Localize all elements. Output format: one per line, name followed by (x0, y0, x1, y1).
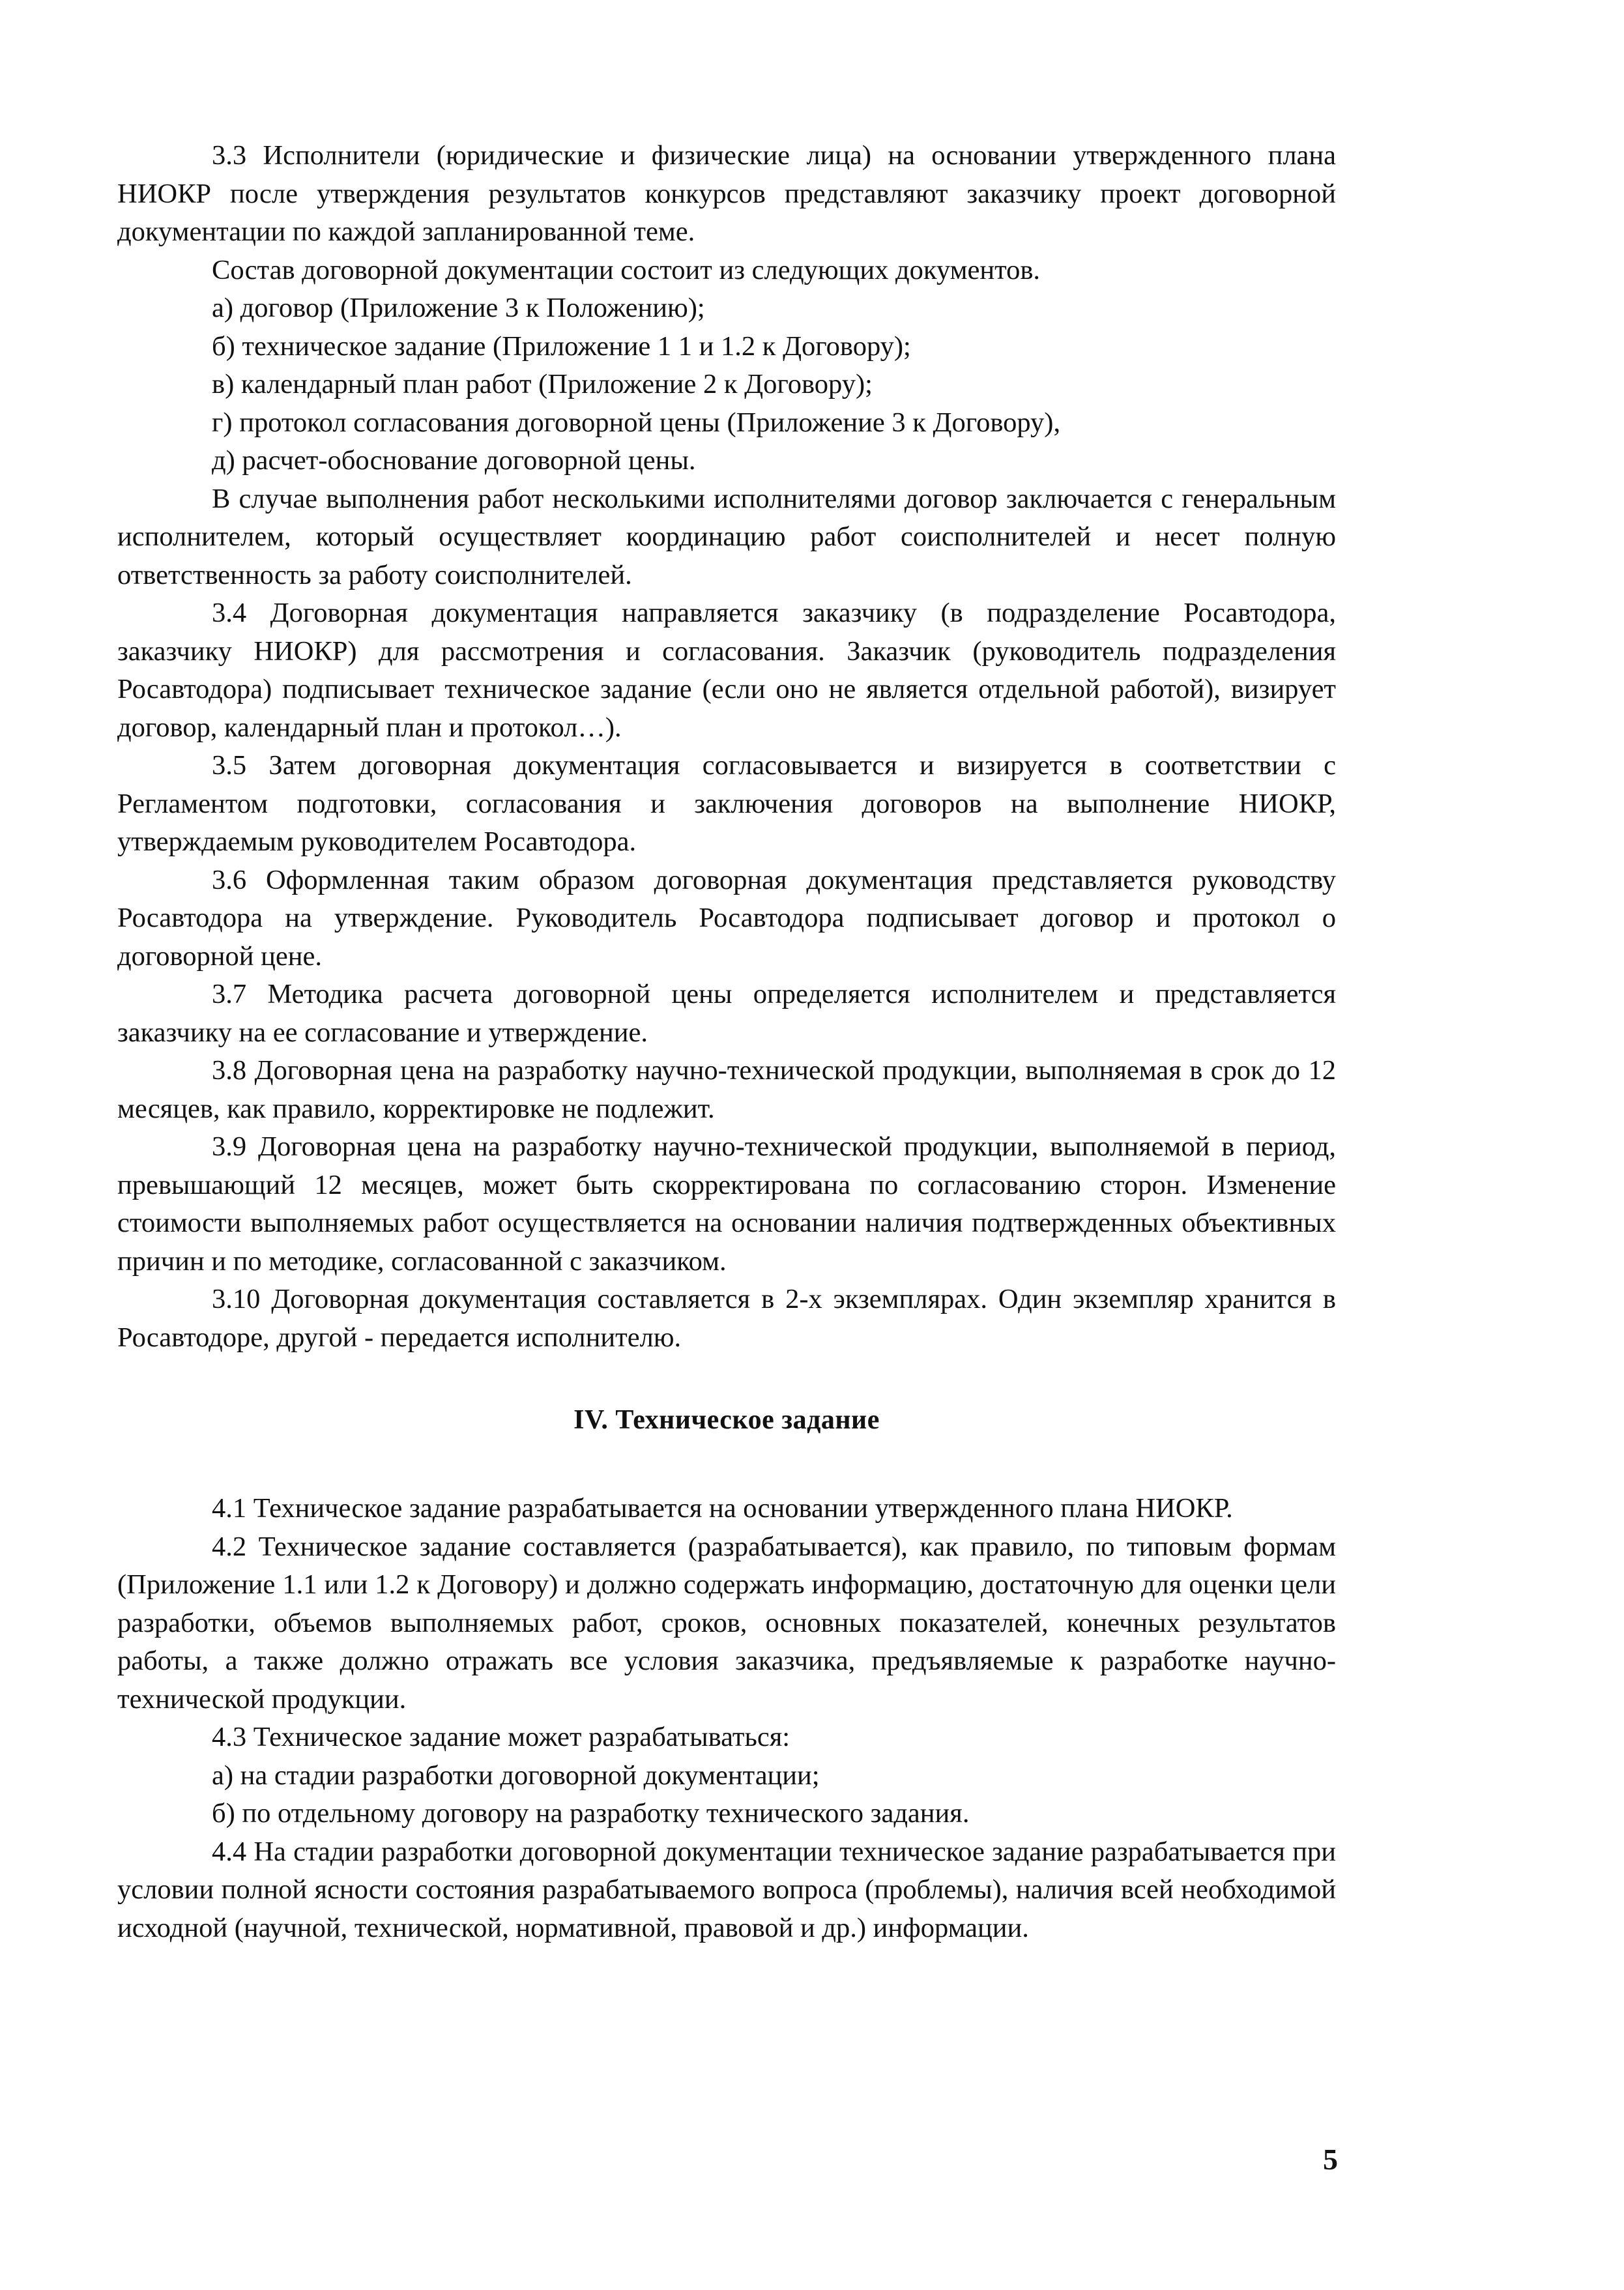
list-item-a: а) на стадии разработки договорной документации; (212, 1760, 820, 1791)
clause-4-3: 4.3 Техническое задание может разрабатываться: (212, 1722, 790, 1752)
page-number: 5 (1323, 2143, 1338, 2176)
clause-4-4: 4.4 На стадии разработки договорной документации техническое задание разрабатывается при условии полной ясности состояния разрабатываемого вопроса (проблемы), наличия всей необходимой исходной (научной, технической, нормативной, правовой и др.) информации. (117, 1836, 1336, 1943)
clause-4-2: 4.2 Техническое задание составляется (разрабатывается), как правило, по типовым формам (Приложение 1.1 или 1.2 к Договору) и должно содержать информацию, достаточную для оценки цели разработки, объемов выполняемых работ, сроков, основных показателей, конечных результатов работы, а также должно отражать все условия заказчика, предъявляемые к разработке научно-технической продукции. (117, 1531, 1336, 1715)
list-item-d: г) протокол согласования договорной цены (Приложение 3 к Договору), (212, 407, 1061, 438)
clause-3-5: 3.5 Затем договорная документация согласовывается и визируется в соответствии с Регламентом подготовки, согласования и заключения договоров на выполнение НИОКР, утверждаемым руководителем Росавтодора. (117, 750, 1336, 857)
section-4-technical-task (117, 1490, 1336, 1947)
list-item-e: д) расчет-обоснование договорной цены. (212, 445, 696, 476)
page-body (117, 137, 1336, 1947)
clause-3-9: 3.9 Договорная цена на разработку научно-технической продукции, выполняемой в период, превышающий 12 месяцев, может быть скорректирована по согласованию сторон. Изменение стоимости выполняемых работ осуществляется на основании наличия подтвержденных объективных причин и по методике, согласованной с заказчиком. (117, 1131, 1336, 1277)
composition-intro: Состав договорной документации состоит из следующих документов. (212, 254, 1041, 285)
clause-3-10: 3.10 Договорная документация составляется в 2-х экземплярах. Один экземпляр хранится в Росавтодоре, другой - передается исполнителю. (117, 1284, 1336, 1353)
clause-3-4: 3.4 Договорная документация направляется заказчику (в подразделение Росавтодора, заказчику НИОКР) для рассмотрения и согласования. Заказчик (руководитель подразделения Росавтодора) подписывает техническое задание (если оно не является отдельной работой), визирует договор, календарный план и протокол…). (117, 598, 1336, 743)
list-item-a: а) договор (Приложение 3 к Положению); (212, 293, 705, 323)
list-item-b: б) техническое задание (Приложение 1 1 и 1.2 к Договору); (212, 330, 911, 362)
clause-3-3: 3.3 Исполнители (юридические и физические лица) на основании утвержденного плана НИОКР после утверждения результатов конкурсов представляют заказчику проект договорной документации по каждой запланированной теме. (117, 140, 1336, 247)
section-3-contract-documentation (117, 137, 1336, 1357)
clause-3-7: 3.7 Методика расчета договорной цены определяется исполнителем и представляется заказчику на ее согласование и утверждение. (117, 979, 1336, 1048)
clause-3-8: 3.8 Договорная цена на разработку научно-технической продукции, выполняемая в срок до 12 месяцев, как правило, корректировке не подлежит. (117, 1055, 1336, 1124)
section-4-heading: IV. Техническое задание (573, 1405, 880, 1435)
general-contractor-paragraph: В случае выполнения работ несколькими исполнителями договор заключается с генеральным исполнителем, который осуществляет координацию работ соисполнителей и несет полную ответственность за работу соисполнителей. (117, 483, 1336, 590)
list-item-c: в) календарный план работ (Приложение 2 к Договору); (212, 369, 873, 399)
list-item-b: б) по отдельному договору на разработку технического задания. (212, 1798, 970, 1829)
clause-4-1: 4.1 Техническое задание разрабатывается на основании утвержденного плана НИОКР. (212, 1493, 1233, 1524)
clause-3-6: 3.6 Оформленная таким образом договорная документация представляется руководству Росавтодора на утверждение. Руководитель Росавтодора подписывает договор и протокол о договорной цене. (117, 864, 1336, 972)
